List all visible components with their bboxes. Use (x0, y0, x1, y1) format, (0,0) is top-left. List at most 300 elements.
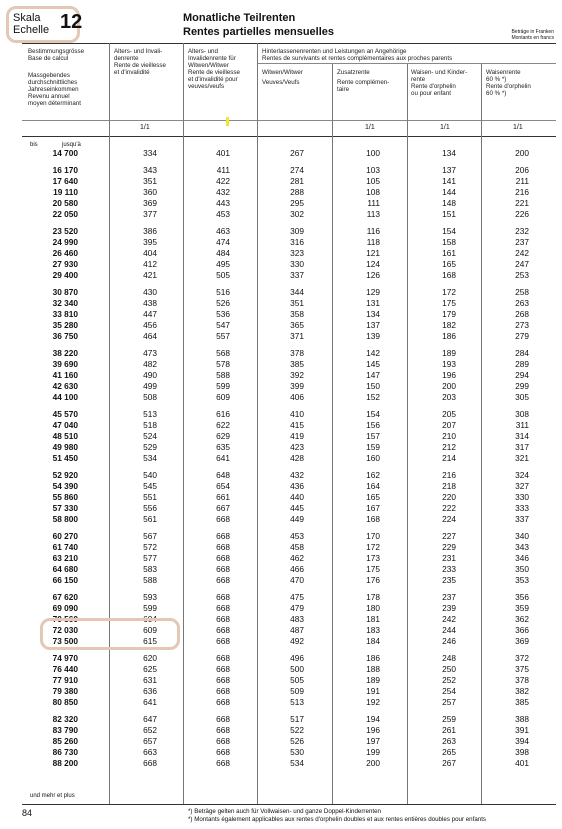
rent-cell: 126 (366, 270, 380, 280)
table-row (0, 148, 562, 159)
rent-cell: 253 (515, 270, 529, 280)
rent-cell: 216 (515, 187, 529, 197)
rent-cell: 423 (290, 442, 304, 452)
rent-cell: 577 (143, 553, 157, 563)
rent-cell: 330 (515, 492, 529, 502)
rent-cell: 483 (290, 614, 304, 624)
rent-cell: 588 (143, 575, 157, 585)
rent-cell: 369 (515, 636, 529, 646)
rent-cell: 667 (216, 503, 230, 513)
rent-cell: 344 (290, 287, 304, 297)
rent-cell: 267 (442, 758, 456, 768)
table-row (0, 348, 562, 359)
income-cell: 16 170 (52, 165, 78, 175)
rent-cell: 458 (290, 542, 304, 552)
rent-cell: 172 (366, 542, 380, 552)
rent-cell: 415 (290, 420, 304, 430)
rent-cell: 232 (515, 226, 529, 236)
rent-cell: 192 (366, 697, 380, 707)
income-cell: 57 330 (52, 503, 78, 513)
rent-cell: 308 (515, 409, 529, 419)
page-title-fr: Rentes partielles mensuelles (183, 26, 335, 38)
table-row (0, 359, 562, 370)
rent-cell: 516 (216, 287, 230, 297)
rent-cell: 180 (366, 603, 380, 613)
rent-cell: 509 (290, 686, 304, 696)
ww-de: Witwen/Witwer (262, 69, 303, 76)
rent-cell: 246 (442, 636, 456, 646)
waisen-de-1: Waisen- und Kinder- (411, 69, 468, 76)
rent-cell: 604 (143, 614, 157, 624)
rent-cell: 505 (216, 270, 230, 280)
rent-cell: 151 (442, 209, 456, 219)
table-row (0, 575, 562, 586)
scale-label (13, 12, 49, 36)
income-cell: 19 110 (53, 187, 78, 197)
table-row (0, 320, 562, 331)
rent-cell: 168 (366, 514, 380, 524)
rent-cell: 629 (216, 431, 230, 441)
income-cell: 22 050 (52, 209, 78, 219)
rent-cell: 410 (290, 409, 304, 419)
rent-cell: 194 (366, 714, 380, 724)
rent-cell: 464 (143, 331, 157, 341)
rent-cell: 334 (143, 148, 157, 158)
rent-cell: 438 (143, 298, 157, 308)
income-de-3: Jahreseinkommen (28, 86, 79, 93)
table-row (0, 697, 562, 708)
rent-cell: 207 (442, 420, 456, 430)
rent-cell: 412 (143, 259, 157, 269)
w60-de-1: Waisenrente (486, 69, 521, 76)
income-cell: 45 570 (52, 409, 78, 419)
rent-cell: 518 (143, 420, 157, 430)
rent-cell: 668 (216, 725, 230, 735)
table-row (0, 392, 562, 403)
income-cell: 70 560 (52, 614, 78, 624)
rent-cell: 556 (143, 503, 157, 513)
rent-cell: 378 (515, 675, 529, 685)
rent-cell: 668 (216, 736, 230, 746)
rent-cell: 150 (366, 381, 380, 391)
rent-cell: 295 (290, 198, 304, 208)
rent-cell: 189 (366, 675, 380, 685)
rent-cell: 148 (442, 198, 456, 208)
rent-cell: 495 (216, 259, 230, 269)
rent-cell: 499 (143, 381, 157, 391)
rent-cell: 189 (442, 348, 456, 358)
table-row (0, 198, 562, 209)
survivors-fr: Rentes de survivants et rentes complémentaires aux proches parents (262, 55, 453, 62)
rent-cell: 137 (442, 165, 456, 175)
rent-cell: 226 (515, 209, 529, 219)
income-cell: 27 930 (52, 259, 78, 269)
rent-cell: 221 (515, 198, 529, 208)
currency-note-de: Beträge in Franken (511, 29, 554, 35)
rent-cell: 479 (290, 603, 304, 613)
frac-col5: 1/1 (440, 124, 450, 131)
rent-cell: 134 (442, 148, 456, 158)
rent-cell: 165 (442, 259, 456, 269)
rent-cell: 526 (290, 736, 304, 746)
table-row (0, 564, 562, 575)
rent-cell: 158 (442, 237, 456, 247)
rent-cell: 487 (290, 625, 304, 635)
rent-cell: 385 (515, 697, 529, 707)
rent-cell: 154 (366, 409, 380, 419)
rent-cell: 161 (442, 248, 456, 258)
rent-cell: 186 (366, 653, 380, 663)
footnote-fr: *) Montants également applicables aux rentes d'orphelin doubles et aux rentes entières doubles pour enfants (188, 816, 487, 823)
yellow-marker (226, 117, 229, 126)
zus-fr-1: Rente complémen- (337, 79, 390, 86)
income-cell: 41 160 (52, 370, 78, 380)
rent-cell: 139 (366, 331, 380, 341)
income-cell: 24 990 (52, 237, 78, 247)
table-row (0, 675, 562, 686)
zus-de: Zusatzrente (337, 69, 370, 76)
rent-cell: 395 (143, 237, 157, 247)
rent-cell: 167 (366, 503, 380, 513)
table-row (0, 209, 562, 220)
rent-cell: 385 (290, 359, 304, 369)
rent-cell: 239 (442, 603, 456, 613)
rent-cell: 668 (216, 564, 230, 574)
rent-cell: 173 (366, 553, 380, 563)
rent-cell: 647 (143, 714, 157, 724)
rent-cell: 470 (290, 575, 304, 585)
table-row (0, 237, 562, 248)
rent-cell: 113 (366, 209, 380, 219)
scale-label-fr: Echelle (13, 24, 50, 36)
rent-cell: 421 (143, 270, 157, 280)
rent-cell: 668 (216, 614, 230, 624)
rent-cell: 440 (290, 492, 304, 502)
table-row (0, 686, 562, 697)
rent-cell: 392 (290, 370, 304, 380)
w60-fr-2: 60 % *) (486, 90, 507, 97)
rent-cell: 116 (366, 226, 380, 236)
rent-cell: 547 (216, 320, 230, 330)
old-de-1: Alters- und Invali- (114, 48, 163, 55)
rent-cell: 210 (442, 431, 456, 441)
rent-cell: 545 (143, 481, 157, 491)
survivors-de: Hinterlassenenrenten und Leistungen an Angehörige (262, 48, 407, 55)
basis-header (28, 48, 84, 62)
rent-cell: 203 (442, 392, 456, 402)
rent-cell: 382 (515, 686, 529, 696)
rent-cell: 168 (442, 270, 456, 280)
rent-cell: 144 (442, 187, 456, 197)
rent-cell: 337 (290, 270, 304, 280)
rent-cell: 534 (143, 453, 157, 463)
table-row (0, 481, 562, 492)
rent-cell: 593 (143, 592, 157, 602)
rent-cell: 561 (143, 514, 157, 524)
rent-cell: 179 (442, 309, 456, 319)
rent-cell: 540 (143, 470, 157, 480)
rent-cell: 536 (216, 309, 230, 319)
rent-cell: 337 (515, 514, 529, 524)
table-row (0, 503, 562, 514)
rent-cell: 191 (366, 686, 380, 696)
rent-cell: 668 (216, 636, 230, 646)
income-cell: 51 450 (52, 453, 78, 463)
old-fr-1: Rente de vieillesse (114, 62, 166, 69)
rent-cell: 411 (216, 165, 230, 175)
rent-cell: 529 (143, 442, 157, 452)
income-cell: 88 200 (52, 758, 78, 768)
rent-cell: 422 (216, 176, 230, 186)
income-fr-1: Revenu annuel (28, 93, 70, 100)
income-cell: 64 680 (52, 564, 78, 574)
rent-cell: 159 (366, 442, 380, 452)
income-cell: 26 460 (52, 248, 78, 258)
rent-cell: 229 (442, 542, 456, 552)
rent-cell: 530 (290, 747, 304, 757)
rent-cell: 252 (442, 675, 456, 685)
rent-cell: 205 (442, 409, 456, 419)
rent-cell: 492 (290, 636, 304, 646)
rent-cell: 268 (515, 309, 529, 319)
income-cell: 86 730 (52, 747, 78, 757)
table-row (0, 758, 562, 769)
w60-fr-1: Rente d'orphelin (486, 83, 531, 90)
rent-cell: 505 (290, 675, 304, 685)
income-cell: 55 860 (52, 492, 78, 502)
table-row (0, 431, 562, 442)
rent-cell: 668 (216, 653, 230, 663)
rent-cell: 206 (515, 165, 529, 175)
table-row (0, 442, 562, 453)
rent-cell: 156 (366, 420, 380, 430)
income-cell: 66 150 (52, 575, 78, 585)
table-row (0, 287, 562, 298)
old-fr-2: et d'invalidité (114, 69, 150, 76)
rent-cell: 160 (366, 453, 380, 463)
rent-cell: 147 (366, 370, 380, 380)
rent-cell: 248 (442, 653, 456, 663)
widow-fr-1: Rente de vieillesse (188, 69, 240, 76)
income-cell: 61 740 (52, 542, 78, 552)
rent-cell: 398 (515, 747, 529, 757)
rent-cell: 668 (216, 758, 230, 768)
rent-cell: 257 (442, 697, 456, 707)
rent-cell: 404 (143, 248, 157, 258)
rent-cell: 330 (290, 259, 304, 269)
income-cell: 76 440 (52, 664, 78, 674)
zus-fr-2: taire (337, 86, 350, 93)
rent-cell: 567 (143, 531, 157, 541)
income-cell: 44 100 (52, 392, 78, 402)
rent-cell: 641 (216, 453, 230, 463)
rent-cell: 227 (442, 531, 456, 541)
rent-cell: 237 (442, 592, 456, 602)
table-row (0, 725, 562, 736)
rent-cell: 111 (367, 198, 380, 208)
rent-cell: 482 (143, 359, 157, 369)
rent-cell: 263 (442, 736, 456, 746)
frac-col6: 1/1 (513, 124, 523, 131)
income-cell: 73 500 (52, 636, 78, 646)
rent-cell: 668 (216, 514, 230, 524)
rent-cell: 635 (216, 442, 230, 452)
table-row (0, 187, 562, 198)
table-row (0, 165, 562, 176)
rent-cell: 197 (366, 736, 380, 746)
rent-cell: 445 (290, 503, 304, 513)
rent-cell: 572 (143, 542, 157, 552)
rent-cell: 583 (143, 564, 157, 574)
rent-cell: 250 (442, 664, 456, 674)
rent-cell: 401 (515, 758, 529, 768)
widow-de-3: Witwen/Witwer (188, 62, 229, 69)
rent-cell: 254 (442, 686, 456, 696)
rent-cell: 622 (216, 420, 230, 430)
table-row (0, 176, 562, 187)
rent-cell: 311 (515, 420, 529, 430)
rent-cell: 668 (216, 625, 230, 635)
rent-cell: 447 (143, 309, 157, 319)
rent-cell: 162 (366, 470, 380, 480)
rent-cell: 175 (442, 298, 456, 308)
table-row (0, 309, 562, 320)
rent-cell: 625 (143, 664, 157, 674)
widow-header (188, 48, 240, 90)
rent-cell: 513 (143, 409, 157, 419)
rent-cell: 668 (216, 603, 230, 613)
old-de-2: denrente (114, 55, 139, 62)
income-cell: 54 390 (52, 481, 78, 491)
income-cell: 77 910 (52, 675, 78, 685)
page-title-de: Monatliche Teilrenten (183, 12, 296, 24)
table-row (0, 226, 562, 237)
rent-cell: 388 (515, 714, 529, 724)
waisen-de-2: rente (411, 76, 426, 83)
table-row (0, 259, 562, 270)
rent-cell: 237 (515, 237, 529, 247)
rent-cell: 526 (216, 298, 230, 308)
table-bottom-rule (22, 804, 556, 805)
income-de-2: durchschnittliches (28, 79, 78, 86)
jusqua-label: jusqu'à (62, 142, 81, 148)
rent-cell: 305 (515, 392, 529, 402)
orphan60-header (486, 69, 531, 97)
rent-cell: 432 (290, 470, 304, 480)
rent-cell: 200 (366, 758, 380, 768)
rent-cell: 484 (216, 248, 230, 258)
rent-cell: 321 (515, 453, 529, 463)
rent-cell: 242 (442, 614, 456, 624)
rent-cell: 496 (290, 653, 304, 663)
rent-cell: 551 (143, 492, 157, 502)
rent-cell: 428 (290, 453, 304, 463)
table-row (0, 514, 562, 525)
waisen-fr-2: ou pour enfant (411, 90, 451, 97)
rent-cell: 261 (442, 725, 456, 735)
rent-cell: 218 (442, 481, 456, 491)
rent-cell: 129 (366, 287, 380, 297)
rent-cell: 351 (290, 298, 304, 308)
rent-cell: 534 (290, 758, 304, 768)
rent-cell: 142 (366, 348, 380, 358)
rent-cell: 463 (216, 226, 230, 236)
rent-cell: 648 (216, 470, 230, 480)
rent-cell: 346 (515, 553, 529, 563)
rent-cell: 284 (515, 348, 529, 358)
table-row (0, 248, 562, 259)
basis-fr: Base de calcul (28, 55, 69, 62)
income-cell: 69 090 (52, 603, 78, 613)
page-number: 84 (22, 808, 33, 818)
rent-cell: 288 (290, 187, 304, 197)
rent-cell: 500 (290, 664, 304, 674)
rent-cell: 654 (216, 481, 230, 491)
rent-cell: 164 (366, 481, 380, 491)
rent-cell: 121 (366, 248, 380, 258)
table-row (0, 553, 562, 564)
rent-cell: 636 (143, 686, 157, 696)
income-cell: 83 790 (52, 725, 78, 735)
widow-fr-3: veuves/veufs (188, 83, 225, 90)
survivors-header (262, 48, 452, 62)
income-header (28, 72, 81, 107)
rent-cell: 294 (515, 370, 529, 380)
rent-cell: 258 (515, 287, 529, 297)
frac-col4: 1/1 (365, 124, 375, 131)
rent-cell: 358 (290, 309, 304, 319)
table-top-rule (22, 43, 556, 44)
rent-cell: 224 (442, 514, 456, 524)
frac-col1: 1/1 (140, 124, 150, 131)
scale-number: 12 (60, 11, 83, 33)
rent-cell: 317 (515, 442, 529, 452)
rent-cell: 475 (290, 592, 304, 602)
supplement-header (337, 69, 389, 93)
rent-cell: 182 (442, 320, 456, 330)
rent-cell: 211 (515, 176, 529, 186)
table-row (0, 298, 562, 309)
rent-cell: 118 (366, 237, 380, 247)
rent-cell: 299 (515, 381, 529, 391)
income-cell: 42 630 (52, 381, 78, 391)
rent-cell: 362 (515, 614, 529, 624)
table-row (0, 420, 562, 431)
rent-cell: 343 (515, 542, 529, 552)
ww-fr: Veuves/Veufs (262, 79, 300, 86)
rent-cell: 350 (515, 564, 529, 574)
rent-cell: 609 (216, 392, 230, 402)
rent-cell: 466 (290, 564, 304, 574)
rent-cell: 314 (515, 431, 529, 441)
rent-cell: 274 (290, 165, 304, 175)
rent-cell: 263 (515, 298, 529, 308)
rent-cell: 186 (442, 331, 456, 341)
rent-cell: 267 (290, 148, 304, 158)
rent-cell: 233 (442, 564, 456, 574)
rent-cell: 178 (366, 592, 380, 602)
table-row (0, 531, 562, 542)
rent-cell: 365 (290, 320, 304, 330)
rent-cell: 419 (290, 431, 304, 441)
scale-label-de: Skala (13, 12, 41, 24)
income-cell: 63 210 (52, 553, 78, 563)
rent-cell: 134 (366, 309, 380, 319)
rent-cell: 578 (216, 359, 230, 369)
old-age-header (114, 48, 166, 76)
rent-cell: 200 (515, 148, 529, 158)
currency-note-fr: Montants en francs (511, 35, 554, 41)
